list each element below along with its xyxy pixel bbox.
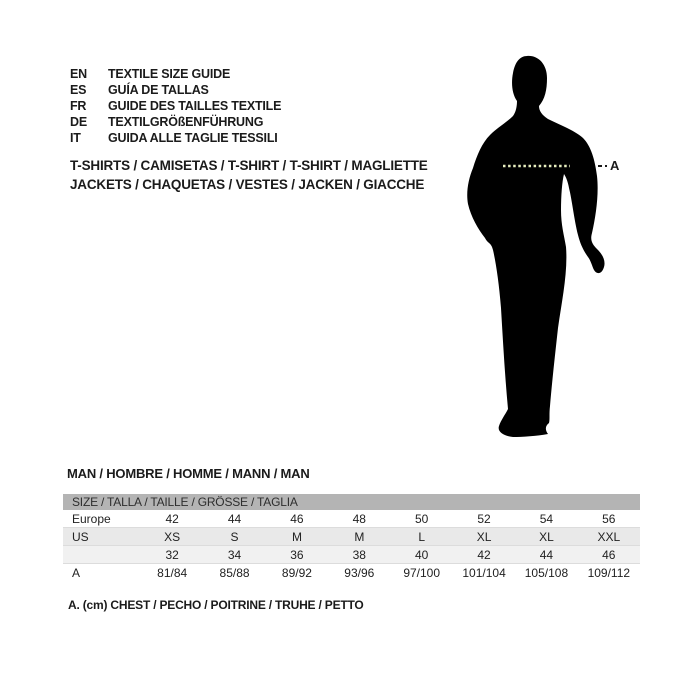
garment-category-list [70, 156, 428, 194]
size-value: 48 [352, 511, 366, 526]
size-value: S [230, 529, 239, 544]
size-value: 46 [602, 547, 616, 562]
table-row-numeric [63, 546, 640, 564]
size-value: 34 [227, 547, 242, 562]
size-value: 40 [415, 547, 429, 562]
size-table [63, 494, 640, 582]
size-value: 105/108 [524, 566, 569, 580]
size-value: 85/88 [219, 566, 250, 580]
language-code: IT [70, 131, 81, 145]
row-label: US [72, 529, 89, 544]
language-code: EN [70, 67, 87, 81]
size-value: 46 [290, 511, 304, 526]
size-value: 50 [415, 511, 429, 526]
size-value: 89/92 [281, 566, 312, 580]
size-value: XL [539, 529, 554, 544]
size-value: 101/104 [462, 566, 506, 580]
language-row [70, 130, 281, 146]
size-value: 32 [165, 547, 179, 562]
language-code: DE [70, 115, 87, 129]
size-value: 36 [290, 547, 304, 562]
measurement-footnote: A. (cm) CHEST / PECHO / POITRINE / TRUHE / PETTO [68, 598, 364, 612]
man-silhouette-path [467, 56, 604, 437]
size-value: XL [476, 529, 492, 544]
size-value: 81/84 [157, 566, 188, 580]
size-value: 44 [227, 511, 242, 526]
size-value: XS [164, 529, 181, 544]
language-row [70, 98, 281, 114]
language-list [70, 66, 281, 146]
language-row [70, 114, 281, 130]
size-value: 97/100 [403, 566, 441, 580]
size-value: L [418, 529, 426, 544]
table-row-chest-a [63, 564, 640, 582]
category-tshirts: T-SHIRTS / CAMISETAS / T-SHIRT / T-SHIRT / MAGLIETTE [70, 158, 428, 173]
language-title: GUIDA ALLE TAGLIE TESSILI [108, 131, 278, 145]
size-table-header: SIZE / TALLA / TAILLE / GRÖSSE / TAGLIA [63, 494, 640, 510]
language-title: GUIDE DES TAILLES TEXTILE [108, 99, 282, 113]
man-silhouette-icon [430, 40, 650, 450]
size-value: 56 [602, 511, 616, 526]
size-value: 44 [539, 547, 554, 562]
size-value: 109/112 [587, 566, 631, 580]
size-value: M [354, 529, 365, 544]
language-row [70, 82, 281, 98]
size-value: 93/96 [344, 566, 375, 580]
language-title: TEXTILGRÖßENFÜHRUNG [108, 115, 264, 129]
category-jackets: JACKETS / CHAQUETAS / VESTES / JACKEN / GIACCHE [70, 177, 425, 192]
section-title-man: MAN / HOMBRE / HOMME / MANN / MAN [67, 466, 310, 481]
language-title: TEXTILE SIZE GUIDE [108, 67, 231, 81]
size-value: 38 [352, 547, 366, 562]
language-row [70, 66, 281, 82]
table-row-us [63, 528, 640, 546]
row-label: Europe [72, 511, 111, 526]
size-value: M [291, 529, 302, 544]
measurement-label-a: A [610, 158, 620, 173]
size-value: XXL [597, 529, 621, 544]
row-label: A [72, 566, 81, 580]
language-code: FR [70, 99, 87, 113]
size-value: 42 [165, 511, 179, 526]
size-value: 42 [477, 547, 491, 562]
size-value: 54 [539, 511, 554, 526]
language-title: GUÍA DE TALLAS [108, 83, 209, 97]
size-value: 52 [477, 511, 491, 526]
language-code: ES [70, 83, 87, 97]
table-row-europe [63, 510, 640, 528]
